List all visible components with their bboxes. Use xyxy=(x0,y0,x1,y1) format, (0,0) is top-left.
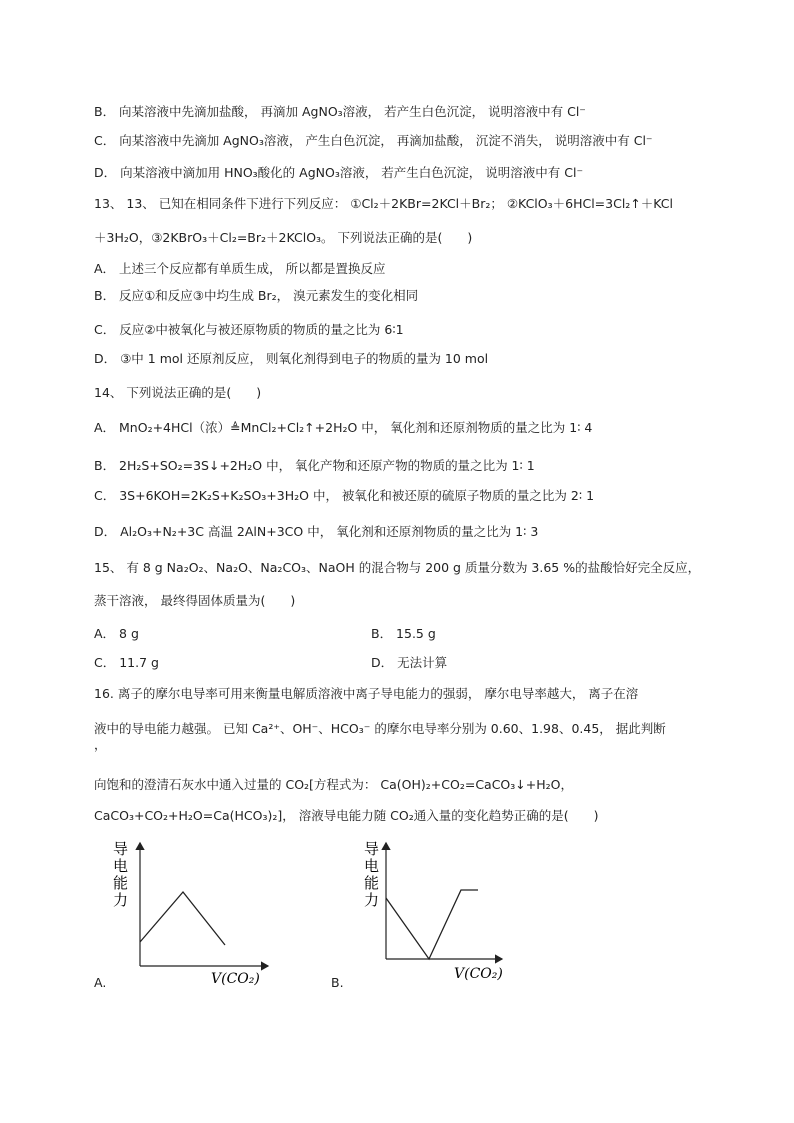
q15-option-b: B． 15.5 g xyxy=(371,626,436,641)
q15-option-a: A． 8 g xyxy=(94,626,139,641)
q16-stem-line2: 液中的导电能力越强。 已知 Ca²⁺、OH⁻、HCO₃⁻ 的摩尔电导率分别为 0.60、1.98、0.45， 据此判断 xyxy=(94,721,666,736)
ylabel-char-2: 电 xyxy=(113,857,129,875)
q14-option-c: C． 3S+6KOH=2K₂S+K₂SO₃+3H₂O 中， 被氧化和被还原的硫原子物质的量之比为 2∶ 1 xyxy=(94,488,595,503)
ylabel-char-3: 能 xyxy=(364,874,380,892)
q15-stem-line2: 蒸干溶液， 最终得固体质量为( ) xyxy=(94,593,296,608)
q14-option-a: A． MnO₂+4HCl（浓）≜MnCl₂+Cl₂↑+2H₂O 中， 氧化剂和还原剂物质的量之比为 1∶ 4 xyxy=(94,420,593,435)
ylabel-char-4: 力 xyxy=(113,891,129,909)
q15-option-d: D． 无法计算 xyxy=(371,655,448,670)
q16-stem-line3: 向饱和的澄清石灰水中通入过量的 CO₂[方程式为： Ca(OH)₂+CO₂=CaCO₃↓+H₂O， xyxy=(94,777,573,792)
q13-option-b: B． 反应①和反应③中均生成 Br₂， 溴元素发生的变化相同 xyxy=(94,288,419,303)
ylabel-char-4: 力 xyxy=(364,891,380,909)
q15-option-c: C． 11.7 g xyxy=(94,655,159,670)
q14-stem: 14、 下列说法正确的是( ) xyxy=(94,385,262,400)
q13-stem-line1: 13、 13、 已知在相同条件下进行下列反应： ①Cl₂＋2KBr=2KCl＋Br₂； ②KClO₃＋6HCl=3Cl₂↑＋KCl xyxy=(94,196,674,211)
graph-b-caption: B. xyxy=(331,975,344,990)
graph-a xyxy=(113,838,273,988)
q13-option-a: A． 上述三个反应都有单质生成， 所以都是置换反应 xyxy=(94,261,386,276)
ylabel-char-3: 能 xyxy=(113,874,129,892)
graph-b-trend-line xyxy=(386,890,478,959)
q12-option-d: D． 向某溶液中滴加用 HNO₃酸化的 AgNO₃溶液， 若产生白色沉淀， 说明溶液中有 Cl⁻ xyxy=(94,165,584,180)
q13-option-d: D． ③中 1 mol 还原剂反应， 则氧化剂得到电子的物质的量为 10 mol xyxy=(94,351,489,366)
q12-option-c: C． 向某溶液中先滴加 AgNO₃溶液， 产生白色沉淀， 再滴加盐酸， 沉淀不消失， 说明溶液中有 Cl⁻ xyxy=(94,133,653,148)
q14-option-b: B． 2H₂S+SO₂=3S↓+2H₂O 中， 氧化产物和还原产物的物质的量之比为 1∶ 1 xyxy=(94,458,535,473)
q16-stem-line4: CaCO₃+CO₂+H₂O=Ca(HCO₃)₂]， 溶液导电能力随 CO₂通入量的变化趋势正确的是( ) xyxy=(94,808,599,823)
xlabel: V(CO₂) xyxy=(211,971,260,987)
q16-stem-comma: ， xyxy=(94,737,107,752)
graph-a-trend-line xyxy=(140,892,225,945)
ylabel-char-1: 导 xyxy=(113,840,129,858)
graph-a-caption: A. xyxy=(94,975,107,990)
q13-stem-line2: ＋3H₂O，③2KBrO₃＋Cl₂=Br₂＋2KClO₃。 下列说法正确的是( ) xyxy=(94,230,473,245)
ylabel-char-1: 导 xyxy=(364,840,380,858)
q14-option-d: D． Al₂O₃+N₂+3C 高温 2AlN+3CO 中， 氧化剂和还原剂物质的量之比为 1∶ 3 xyxy=(94,524,539,539)
q13-option-c: C． 反应②中被氧化与被还原物质的物质的量之比为 6∶1 xyxy=(94,322,404,337)
graph-b xyxy=(358,838,518,988)
q12-option-b: B． 向某溶液中先滴加盐酸， 再滴加 AgNO₃溶液， 若产生白色沉淀， 说明溶液中有 Cl⁻ xyxy=(94,104,586,119)
ylabel-char-2: 电 xyxy=(364,857,380,875)
q15-stem-line1: 15、 有 8 g Na₂O₂、Na₂O、Na₂CO₃、NaOH 的混合物与 200 g 质量分数为 3.65 %的盐酸恰好完全反应， xyxy=(94,560,701,575)
xlabel: V(CO₂) xyxy=(454,966,503,982)
q16-stem-line1: 16. 离子的摩尔电导率可用来衡量电解质溶液中离子导电能力的强弱， 摩尔电导率越大， 离子在溶 xyxy=(94,686,639,701)
